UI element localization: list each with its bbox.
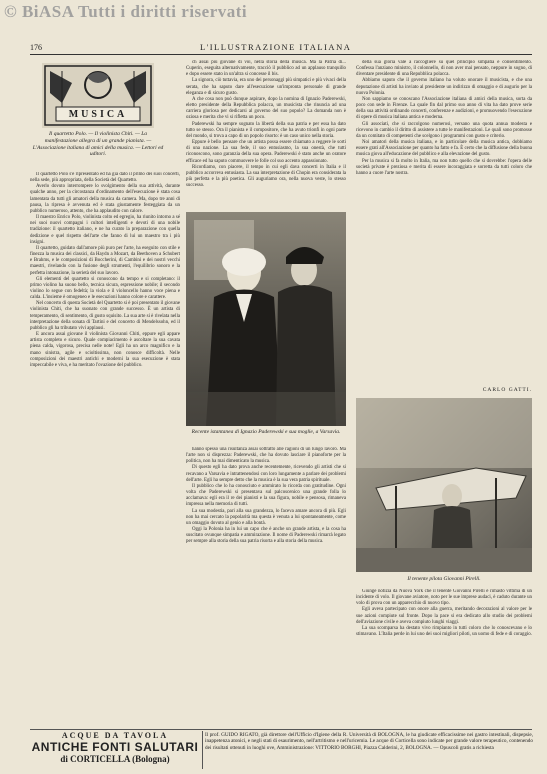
paragraph: Egli aveva partecipato con onore alla guerra, meritando decorazioni al valore per le sue azioni compiute sul fronte. Dopo la pace si era dedicato allo studio dei problemi dell'aviazione civile e aveva compiuto lunghi viaggi. — [356, 607, 532, 625]
paderewski-caption: Recente istantanea di Ignazio Paderewski e sua moglie, a Varsavia. — [191, 429, 341, 435]
ad-divider — [202, 731, 203, 769]
ad-corticella — [30, 731, 200, 769]
paragraph: Il quartetto Polo s'è ripresentato ed ha già dato il primo dei suoi concerti, nella sede, più appropriata, della Società del Quartetto. — [30, 172, 180, 184]
paragraph: Nel concerto di questa Società del Quartetto si è poi presentato il giovane violinista Chiti, che ha suonato con grande successo. È un artista di temperamento, di sentimento, di gusto squisito. La sua arte si è rivelata nella interpretazione della sonata di Tartini e del concerto di Mendelssohn, ed il pubblico gli ha tributato vivi applausi. — [30, 301, 180, 331]
ad-line-1: ACQUE DA TAVOLA — [61, 731, 169, 740]
pirelli-photo-drawing — [356, 398, 532, 572]
paragraph: Gli elementi del quartetto si conoscono da tempo e si completano: il primo violino ha suono bello, tecnica sicura, espressione nobile; il secondo violino lo segue con fedeltà; la viola e il violoncello hanno voce piena e calda. L'insieme è omogeneo e le esecuzioni hanno colore e carattere. — [30, 276, 180, 301]
paragraph: E ancora assai giovane il violinista Giovanni Chiti, eppure egli appare artista completo e sicuro. Quale compiacimento è ascoltare la sua cavata piena calda, vigorosa, precisa nelle note! Egli ha un arco magnifico e la mano sinistra, agile e scioltissima, non conosce difficoltà. Nelle composizioni dei maestri antichi e moderni la sua esecuzione è stata impeccabile e viva, e ha meritato l'ovazione del pubblico. — [30, 332, 180, 368]
paragraph: Il maestro Enrico Polo, violinista colto ed egregio, ha riunito intorno a sé nei suoi nuovi compagni i cultori intelligenti e devoti di una nobile tradizione: il quartetto italiano, e ne ha curato la preparazione con quella dedizione e quel rispetto dell'arte che fanno di lui un maestro tra i più insigni. — [30, 215, 180, 245]
logo-caption: Il quartetto Polo. — Il violinista Chiti. — La manifestazione allegra di un grande pianista. — L'Associazione italiana di amici della musica. — Lettori ed uditori. — [32, 131, 164, 158]
watermark: © BiASA Tutti i diritti riservati — [4, 2, 248, 21]
ad-line-3: di CORTICELLA (Bologna) — [60, 754, 170, 764]
column-2-bottom — [186, 447, 346, 727]
paderewski-photo — [186, 212, 346, 426]
paragraph: A che cosa non può dunque aspirare, dopo la nomina di Ignazio Paderewski, eletto presidente della Repubblica polacca, un musicista che rinuncia ad una carriera gloriosa per dedicarsi al governo del suo popolo? La domanda non è oziosa e merita che vi si rifletta un poco. — [186, 96, 346, 121]
paragraph: Non sappiamo se conoscano l'Associazione italiana di amici della musica, sorta da poco con sede in Firenze. La quale fin dal primo suo anno di vita ha dato prove serie della sua attività ordinando concerti, conferenze e audizioni, e promuovendo l'esecuzione di opere di musica italiana antica e moderna. — [356, 96, 532, 121]
paderewski-photo-drawing — [186, 212, 346, 426]
paragraph: La sua scomparsa ha destato vivo rimpianto in tutti coloro che lo conoscevano e lo stimavano. L'Italia perde in lui uno dei suoi migliori piloti, un uomo di fede e di coraggio. — [356, 625, 532, 638]
logo-text: MUSICA — [68, 109, 128, 120]
ad-line-2: ANTICHE FONTI SALUTARI — [31, 740, 199, 754]
paragraph: della sua gloria vale a raccogliere su quel principio simpatia e consentimento. Confessa l'anziano ministro, il colonnello, di non aver mai pensato, neppure in sogno, di diventare presidente di una Repubblica polacca. — [356, 60, 532, 78]
paragraph: Abbiamo saputo che il governo italiano ha voluto onorare il musicista, e che una deputazione di artisti ha inviato al presidente un indirizzo di omaggio e di augurio per la nuova Polonia. — [356, 78, 532, 96]
paragraph: ch assai più giovane di voi, nella storia della musica. Ma la Patria di... Cuperin, eseguita alternativamente, tracciò il pubblico ad un applauso tranquillo e dopo essere stato in un'altra si concesse il bis. — [186, 60, 346, 78]
column-1 — [30, 172, 180, 727]
ad-top-rule — [30, 729, 532, 730]
paragraph: La signora, ciò tuttavia, era uno dei personaggi più simpatici e più vivaci della serata, che ha saputo dare all'esecuzione un'impronta personale di grande eleganza e di sicuro gusto. — [186, 78, 346, 96]
musica-logo — [42, 63, 154, 128]
paragraph: Di questo egli ha dato prova anche recentemente, ricevendo gli artisti che si recavano a Varsavia e intrattenendosi con loro lungamente a parlare dei problemi dell'arte. Egli ha sempre detto che la musica è la sua vera patria spirituale. — [186, 465, 346, 483]
paragraph: hanno spesso una risultanza assai sottratto alle ragioni di un lungo lavoro. Ma l'arte non si disprezza: Paderewski, che ha dovuto lasciare il pianoforte per la politica, non ha mai dimenticato la musica. — [186, 447, 346, 465]
paragraph: Giunge notizia da Nuova York che il tenente Giovanni Pirelli è rimasto vittima di un incidente di volo. Il giovane aviatore, noto per le sue imprese audaci, è caduto durante un volo di prova con un apparecchio di nuovo tipo. — [356, 589, 532, 607]
header-rule — [30, 54, 532, 55]
paragraph: La sua modestia, pari alla sua grandezza, lo faceva amare ancora di più. Egli non ha mai cercato la popolarità ma questa è venuta a lui spontaneamente, come un omaggio dovuto al genio e alla bontà. — [186, 508, 346, 526]
signature: CARLO GATTI. — [482, 387, 532, 393]
pirelli-caption: Il tenente pilota Giovanni Pirelli. — [407, 576, 481, 582]
paragraph: Il quartetto, guidato dall'amore più puro per l'arte, ha eseguito con stile e finezza la musica dei classici, da Haydn a Mozart, da Beethoven a Schubert e Brahms, e le composizioni di Boccherini, di Cambini e dei nostri vecchi maestri, rivelando con la fusione degli strumenti, l'equilibrio sonoro e la perfetta intonazione, la serietà del suo lavoro. — [30, 245, 180, 276]
paragraph: Paderewski ha sempre sognato la libertà della sua patria e per essa ha dato tutto se stesso. Ora il pianista e il compositore, che ha avuto trionfi in ogni parte del mondo, si trova a capo di un popolo risorto: è un caso unico nella storia. — [186, 121, 346, 139]
page-number: 176 — [30, 43, 42, 52]
paragraph: Eppure è bello pensare che un artista possa essere chiamato a reggere le sorti di una nazione. La sua fede, il suo entusiasmo, la sua onestà, che tutti riconoscono, sono garanzia della sua opera. Paderewski è stato anche un oratore efficace ed ha saputo commuovere le folle col suo accento appassionato. — [186, 140, 346, 164]
paragraph: Oggi la Polonia ha in lui un capo che è anche un grande artista, e la cosa ha suscitato ovunque simpatia e ammirazione. Il nome di Paderewski rimarrà legato per sempre alla storia della sua patria risorta e alla storia della musica. — [186, 527, 346, 545]
paragraph: Averlo dovuto interrompere lo svolgimento della sua attività, durante qualche anno, per la circostanza d'ordinamento dell'esecuzione è stata cosa lamentata da tutti gli amatori della musica da camera. Ma, dopo tre anni di pausa, la ripresa è avvenuta ed è stata giustamente festeggiata da un pubblico numeroso, attento, che ha applaudito con calore. — [30, 184, 180, 214]
paragraph: Noi amatori della musica italiana, e in particolare della musica antica, dobbiamo essere grati all'Associazione per quanto ha fatto e fa. È certo che la diffusione della buona musica giova all'educazione del pubblico e alla elevazione del gusto. — [356, 140, 532, 158]
paragraph: Il pubblico che lo ha conosciuto e ammirato lo ricorda con gratitudine. Ogni volta che Paderewski si presentava sul palcoscenico una grande folla lo acclamava: egli era il re dei pianisti e la sua figura, nobile e pensosa, rimaneva impressa nella memoria di tutti. — [186, 483, 346, 508]
paragraph: Per la musica si fa molto in Italia, ma non tutto quello che si dovrebbe: l'opera delle società private è preziosa e merita di essere incoraggiata e sorretta da tutti coloro che hanno a cuore l'arte nostra. — [356, 158, 532, 176]
pirelli-photo — [356, 398, 532, 572]
column-2 — [186, 60, 346, 210]
ad-text: Il prof. GUIDO RIGATO, già direttore dell'Ufficio d'Igiene della R. Università di BOLOGNA, le ha giudicate efficacissime nei gastro intestinali, dispepsie, inappetenza atonici, e negli stati di esaurimento, nell'artritismo e nell'uricemia. Le acque di Corticella sono indicate per grande valore terapeutico, contenendo dei risultati ottenuti in luoghi ove, Amministrazione: VITTORIO BORGHI, Piazza Calderini, 2, BOLOGNA. — Opuscoli gratis a richiesta — [205, 732, 533, 751]
paragraph: Ricordiamo, con piacere, il tempo in cui egli dava concerti in Italia e il pubblico accorreva entusiasta. La sua interpretazione di Chopin era considerata la più perfetta e la più poetica. Gli auguriamo ora, nella nuova veste, lo stesso successo. — [186, 164, 346, 189]
column-3-bottom — [356, 589, 532, 727]
paragraph: Gli associati, che si raccolgono numerosi, versano una quota annua modesta e ricevono in cambio il diritto di assistere a tutte le manifestazioni. Le quali sono promosse da un comitato di competenti che scelgono i programmi con gusto e criterio. — [356, 121, 532, 139]
column-3 — [356, 60, 532, 385]
running-title: L'ILLUSTRAZIONE ITALIANA — [200, 42, 352, 52]
